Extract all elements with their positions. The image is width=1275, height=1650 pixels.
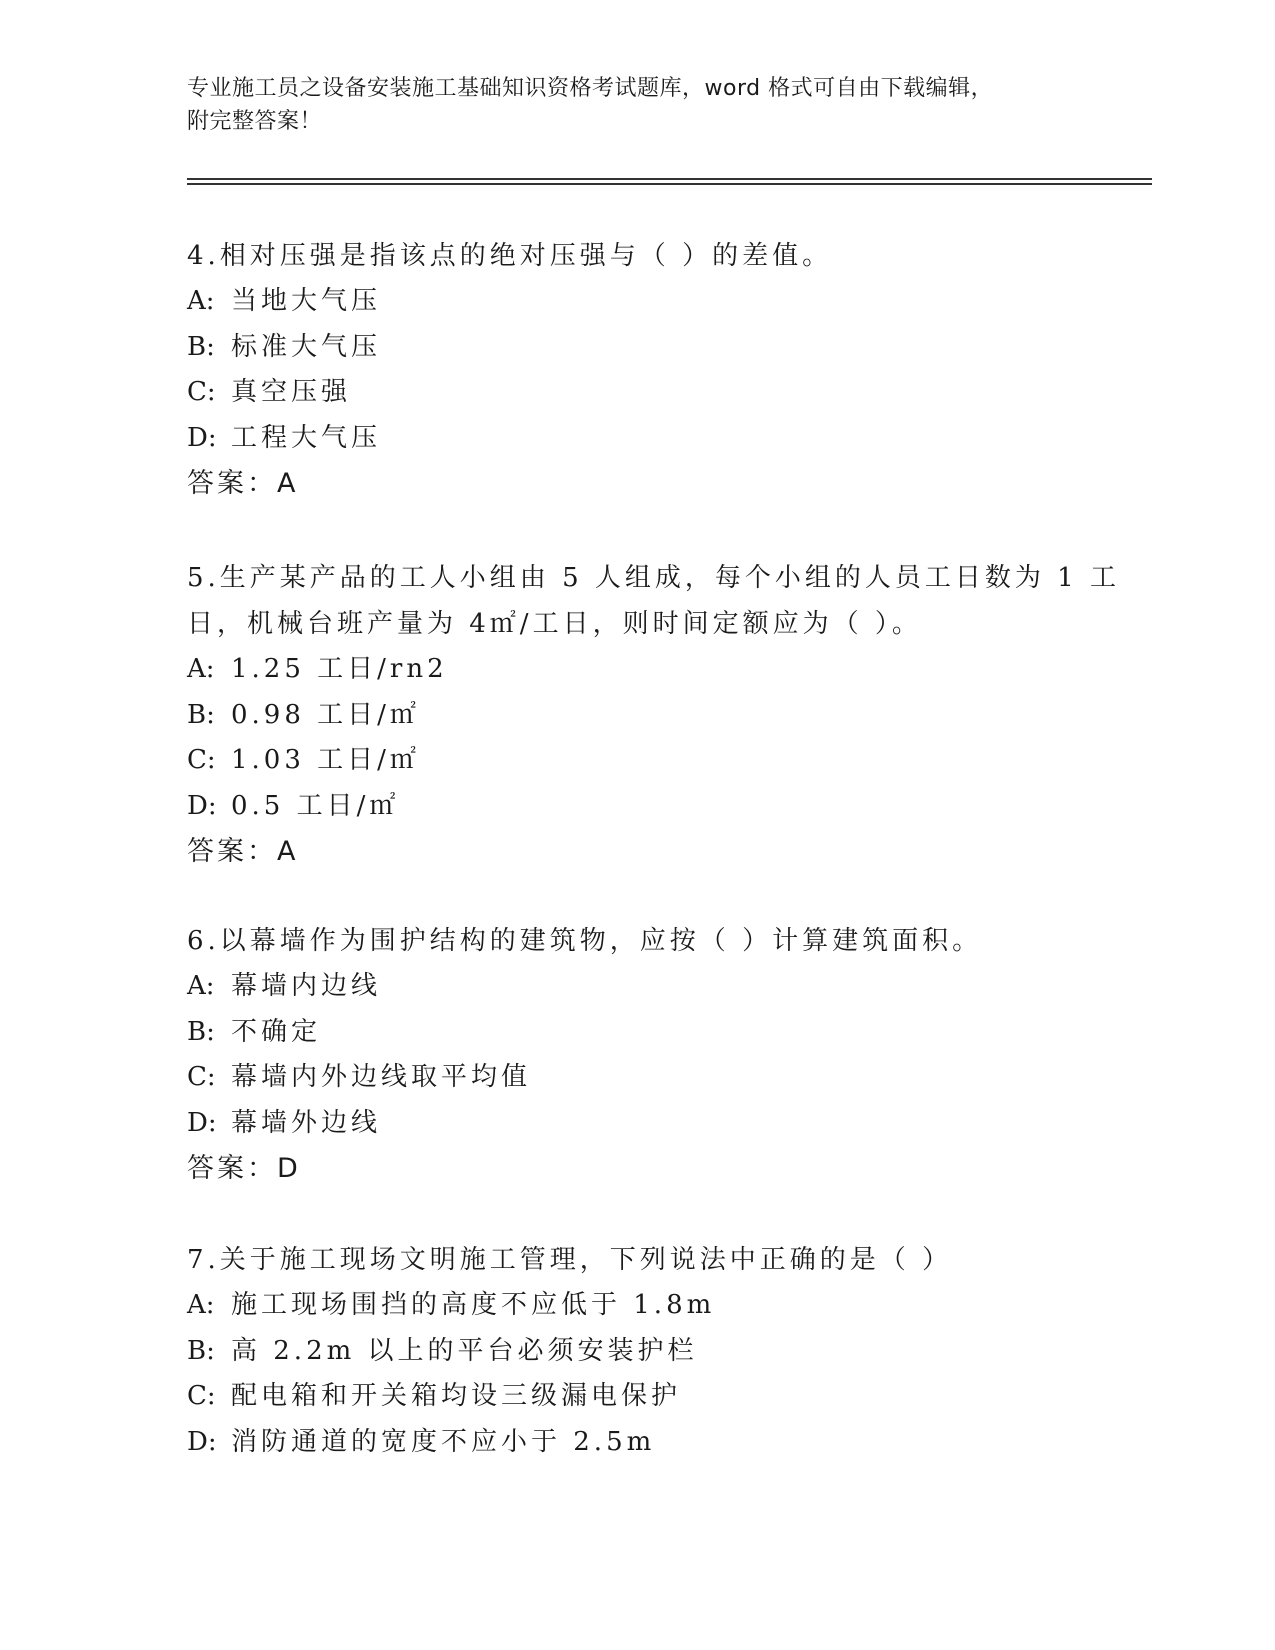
option-text: 高 2.2m 以上的平台必须安装护栏 [231, 1335, 698, 1366]
option-letter: A: [187, 654, 215, 684]
option-text: 标准大气压 [231, 331, 382, 362]
question-stem: 7.关于施工现场文明施工管理，下列说法中正确的是（ ） [187, 1245, 953, 1275]
option-d [187, 1420, 1087, 1466]
option-letter: A: [187, 1290, 215, 1320]
question-5 [187, 555, 1120, 875]
option-a [187, 279, 1087, 325]
option-text: 幕墙外边线 [231, 1107, 382, 1138]
option-letter: A: [187, 971, 215, 1001]
option-d [187, 1101, 1087, 1147]
option-letter: D: [187, 1426, 217, 1457]
option-letter: B: [187, 699, 215, 730]
option-text: 0.5 工日/㎡ [231, 790, 400, 821]
question-stem-line-1: 5.生产某产品的工人小组由 5 人组成，每个小组的人员工日数为 1 工 [187, 563, 1120, 593]
option-text: 工程大气压 [231, 422, 382, 453]
header-divider-bottom [187, 183, 1152, 185]
option-b [187, 693, 1087, 739]
option-d [187, 784, 1087, 830]
option-text: 不确定 [231, 1016, 322, 1047]
option-text: 幕墙内外边线取平均值 [231, 1062, 532, 1092]
option-c [187, 738, 1087, 784]
option-a [187, 1283, 1087, 1329]
option-text: 1.03 工日/㎡ [231, 745, 420, 775]
option-letter: B: [187, 331, 215, 362]
option-letter: B: [187, 1335, 215, 1366]
option-letter: C: [187, 745, 216, 775]
option-text: 当地大气压 [231, 286, 382, 316]
option-text: 施工现场围挡的高度不应低于 1.8m [231, 1290, 716, 1320]
option-b [187, 325, 1087, 371]
option-letter: C: [187, 1381, 216, 1411]
option-c [187, 1055, 1087, 1101]
answer-line: 答案：D [187, 1153, 301, 1184]
option-b [187, 1010, 1087, 1056]
option-letter: B: [187, 1016, 215, 1047]
header-divider-top [187, 178, 1152, 180]
option-letter: C: [187, 377, 216, 407]
answer-line: 答案：A [187, 468, 299, 499]
question-stem: 4.相对压强是指该点的绝对压强与（ ）的差值。 [187, 241, 833, 271]
option-c [187, 1374, 1087, 1420]
option-b [187, 1329, 1087, 1375]
option-d [187, 416, 1087, 462]
option-letter: D: [187, 1107, 217, 1138]
option-letter: D: [187, 422, 217, 453]
option-text: 1.25 工日/rn2 [231, 654, 448, 684]
option-text: 消防通道的宽度不应小于 2.5m [231, 1426, 656, 1457]
question-6 [187, 918, 1087, 1192]
document-header [187, 72, 1087, 138]
option-text: 0.98 工日/㎡ [231, 699, 420, 730]
option-c [187, 370, 1087, 416]
option-letter: D: [187, 790, 217, 821]
answer-line: 答案：A [187, 836, 299, 867]
option-text: 幕墙内边线 [231, 971, 382, 1001]
question-4 [187, 233, 1087, 507]
question-stem: 6.以幕墙作为围护结构的建筑物，应按（ ）计算建筑面积。 [187, 926, 983, 956]
option-letter: A: [187, 286, 215, 316]
question-stem-line-2: 日，机械台班产量为 4㎡/工日，则时间定额应为（ ）。 [187, 609, 922, 639]
option-a [187, 964, 1087, 1010]
option-text: 配电箱和开关箱均设三级漏电保护 [231, 1381, 682, 1411]
option-letter: C: [187, 1062, 216, 1092]
option-text: 真空压强 [231, 377, 352, 407]
question-7 [187, 1237, 1087, 1465]
header-line-2: 附完整答案！ [187, 109, 323, 134]
header-line-1: 专业施工员之设备安装施工基础知识资格考试题库，word 格式可自由下载编辑， [187, 76, 994, 101]
option-a [187, 647, 1087, 693]
